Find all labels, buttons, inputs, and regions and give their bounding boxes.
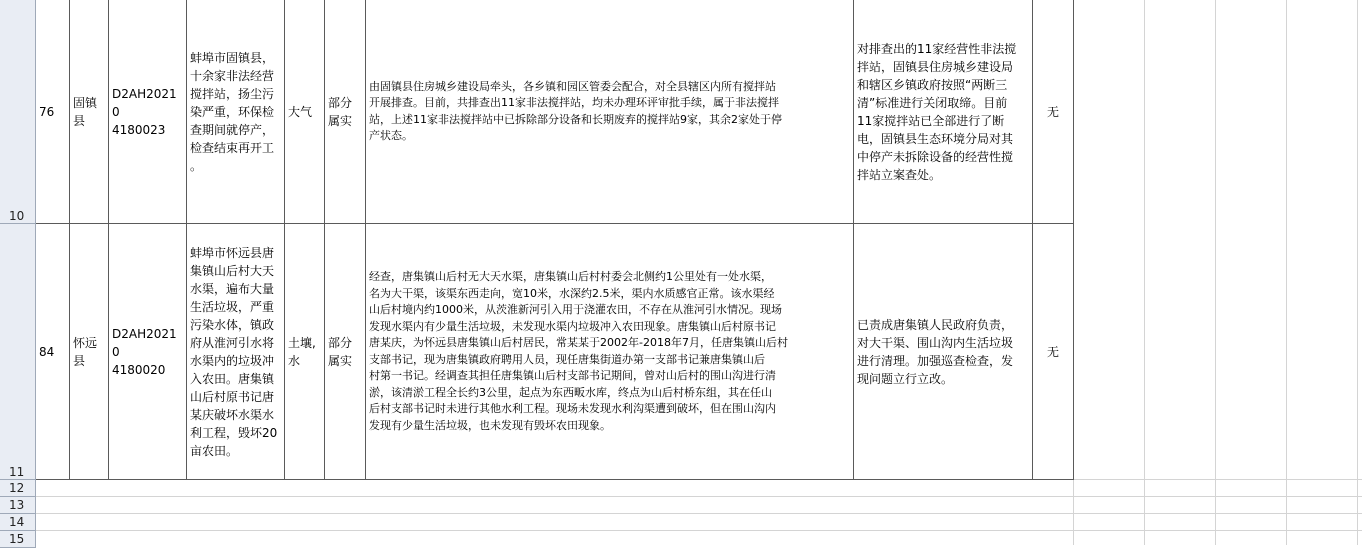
cell-code[interactable] <box>109 0 187 224</box>
cell-text: 对排查出的11家经营性非法搅 拌站，固镇县住房城乡建设局 和辖区乡镇政府按照“两断三 清”标准进行关闭取缔。目前 11家搅拌站已全部进行了断 电，固镇县生态环境分局对其 中停产未拆除设备的经营性搅 拌站立案查处。 <box>857 41 1017 182</box>
cell-text: 部分 属实 <box>328 95 353 128</box>
cell-no[interactable] <box>36 0 70 224</box>
gridline <box>36 513 1362 514</box>
cell-verification-status[interactable] <box>325 0 366 224</box>
cell-pollution-type[interactable] <box>285 0 325 224</box>
gridline <box>36 496 1362 497</box>
gridline <box>1286 0 1287 545</box>
row-header-12[interactable] <box>0 480 36 497</box>
cell-text: 怀远 县 <box>73 335 98 368</box>
cell-handling[interactable] <box>854 224 1033 480</box>
cell-handling[interactable] <box>854 0 1033 224</box>
cell-county[interactable] <box>70 224 109 480</box>
cell-text: 部分 属实 <box>328 335 353 368</box>
row-number: 14 <box>9 515 25 529</box>
row-header-13[interactable] <box>0 497 36 514</box>
gridline <box>36 530 1362 531</box>
cell-text: 由固镇县住房城乡建设局牵头，各乡镇和园区管委会配合，对全县辖区内所有搅拌站 开展排查。目前，共排查出11家非法搅拌站，均未办理环评审批手续，属于非法搅拌 站，上述11家非法搅拌站中已拆除部分设备和长期废弃的搅拌站9家，其余2家处于停 产状态。 <box>369 79 782 142</box>
row-header-10[interactable] <box>0 0 36 224</box>
cell-accountability[interactable] <box>1033 0 1074 224</box>
row-number: 12 <box>9 481 25 495</box>
cell-accountability[interactable] <box>1033 224 1074 480</box>
cell-issue[interactable] <box>187 224 285 480</box>
cell-investigation[interactable] <box>366 0 854 224</box>
cell-text: D2AH20210 4180020 <box>112 326 177 377</box>
cell-text: 无 <box>1046 104 1059 119</box>
cell-investigation[interactable] <box>366 224 854 480</box>
cell-text: 蚌埠市固镇县， 十余家非法经营 搅拌站，扬尘污 染严重，环保检 查期间就停产， 检查结束再开工 。 <box>190 50 275 173</box>
gridline <box>1215 0 1216 545</box>
cell-pollution-type[interactable] <box>285 224 325 480</box>
row-number: 13 <box>9 498 25 512</box>
cell-no[interactable] <box>36 224 70 480</box>
gridline <box>1357 0 1358 545</box>
cell-text: 84 <box>39 344 55 359</box>
cell-verification-status[interactable] <box>325 224 366 480</box>
cell-text: 土壤, 水 <box>288 335 316 368</box>
cell-text: 固镇 县 <box>73 95 98 128</box>
cell-county[interactable] <box>70 0 109 224</box>
cell-text: D2AH20210 4180023 <box>112 86 177 137</box>
cell-text: 大气 <box>288 104 313 119</box>
cell-issue[interactable] <box>187 0 285 224</box>
row-number: 10 <box>9 209 25 223</box>
cell-code[interactable] <box>109 224 187 480</box>
cell-text: 已责成唐集镇人民政府负责， 对大干渠、围山沟内生活垃圾 进行清理。加强巡查检查，发 现问题立行立改。 <box>857 317 1014 386</box>
cell-text: 76 <box>39 104 55 119</box>
cell-text: 经查，唐集镇山后村无大天水渠，唐集镇山后村村委会北侧约1公里处有一处水渠， 名为大干渠，该渠东西走向，宽10米，水深约2.5米，渠内水质感官正常。该水渠经 山后村境内约1000米，从茨淮新河引入用于浇灌农田，不存在从淮河引水情况。现场 发现水渠内有少量生活垃圾，未发现水渠内垃圾冲入农田现象。唐集镇山后村原书记 唐某庆，为怀远县唐集镇山后村居民，常某某于2002年-2018年7月，任唐集镇山后村 支部书记，现为唐集镇政府聘用人员，现任唐集街道办第一支部书记兼唐集镇山后 村第一书记。经调查其担任唐集镇山后村支部书记期间，曾对山后村的围山沟进行清 淤，该清淤工程全长约3公里，起点为东西畈水库，终点为山后村桥东组，其在任山 后村支部书记时未进行其他水利工程。现场未发现水利沟渠遭到破坏，但在围山沟内 发现有少量生活垃圾，也未发现有毁坏农田现象。 <box>369 270 788 432</box>
cell-text: 无 <box>1046 344 1059 359</box>
row-number: 15 <box>9 532 25 546</box>
cell-text: 蚌埠市怀远县唐 集镇山后村大天 水渠，遍布大量 生活垃圾，严重 污染水体，镇政 府从淮河引水将 水渠内的垃圾冲 入农田。唐集镇 山后村原书记唐 某庆破坏水渠水 利工程，毁坏20 亩农田。 <box>190 245 278 458</box>
row-number: 11 <box>9 465 25 479</box>
gridline <box>1144 0 1145 545</box>
row-header-15[interactable] <box>0 531 36 548</box>
row-header-14[interactable] <box>0 514 36 531</box>
row-header-11[interactable] <box>0 224 36 480</box>
